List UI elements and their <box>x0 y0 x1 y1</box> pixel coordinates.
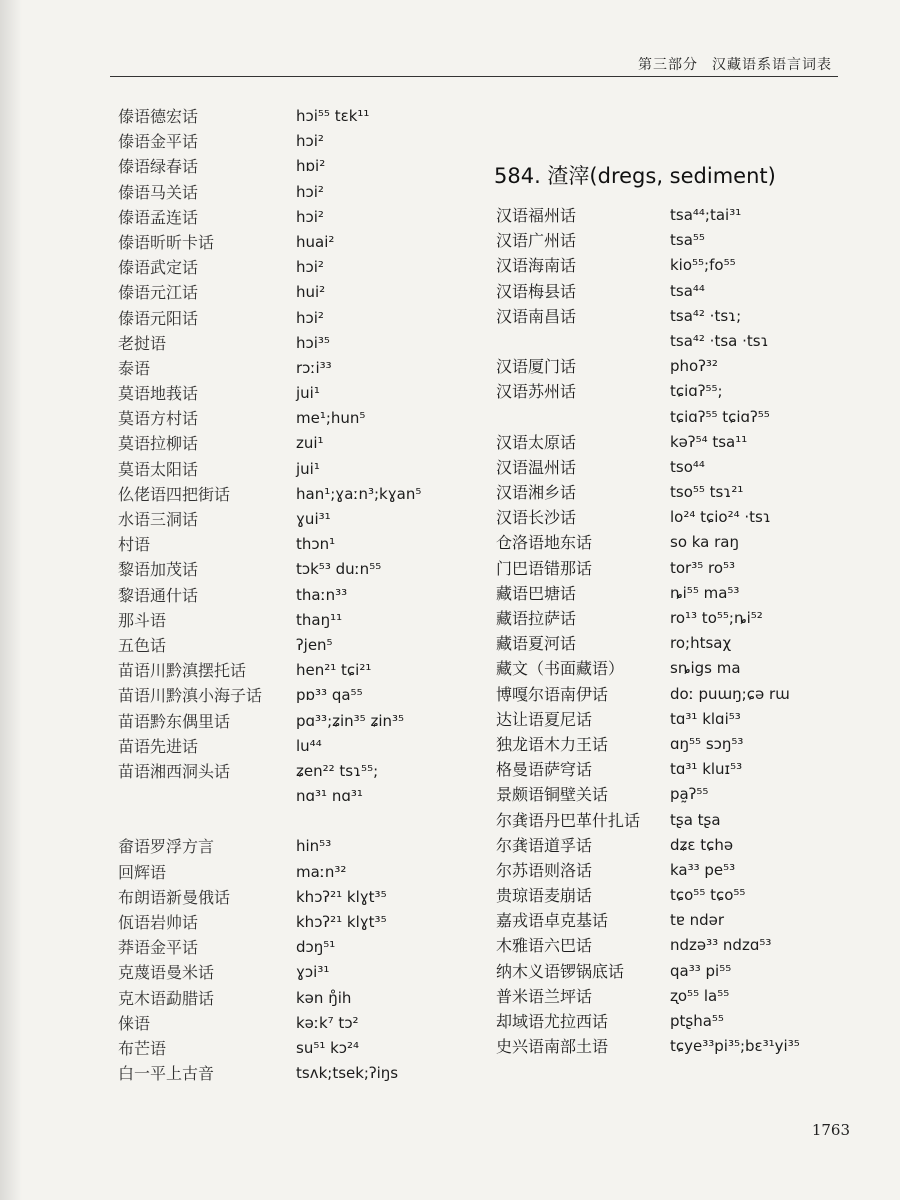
header-title: 汉藏语系语言词表 <box>712 57 832 73</box>
language-name: 木雅语六巴话 <box>496 936 593 956</box>
phonetic-form: kəʔ⁵⁴ tsa¹¹ <box>670 432 748 451</box>
language-name: 布芒语 <box>118 1038 167 1058</box>
phonetic-form: pɑ³³;ʑin³⁵ ʑin³⁵ <box>296 711 405 730</box>
language-name: 佤语岩帅话 <box>118 913 199 932</box>
phonetic-form: jui¹ <box>296 384 320 403</box>
language-name: 畲语罗浮方言 <box>118 837 215 857</box>
language-name: 门巴语错那话 <box>496 558 593 578</box>
phonetic-form: qa³³ pi⁵⁵ <box>670 961 732 980</box>
phonetic-form: tsa⁴² ·tsɿ; <box>670 306 742 325</box>
language-name: 汉语湘乡话 <box>496 483 577 503</box>
phonetic-form: ɑŋ⁵⁵ sɔŋ⁵³ <box>670 734 744 753</box>
phonetic-form: hɔi² <box>296 132 324 151</box>
language-name: 汉语梅县话 <box>496 281 577 301</box>
language-name: 藏语巴塘话 <box>496 583 577 603</box>
language-name: 莽语金平话 <box>118 938 199 958</box>
phonetic-form: tɕo⁵⁵ tɕo⁵⁵ <box>670 886 746 905</box>
phonetic-form: ʔjen⁵ <box>296 635 333 654</box>
phonetic-form: dʑɛ tɕhə <box>670 835 734 854</box>
phonetic-form: jui¹ <box>296 459 320 478</box>
phonetic-form: doː puɯŋ;ɕə rɯ <box>670 684 790 703</box>
header-rule <box>110 76 838 77</box>
language-name: 汉语温州话 <box>496 457 577 477</box>
language-name: 尔龚语丹巴革什扎话 <box>496 810 641 830</box>
phonetic-form: tsa⁴² ·tsa ·tsɿ <box>670 331 769 350</box>
language-name: 傣语德宏话 <box>118 107 199 126</box>
language-name: 泰语 <box>118 358 151 378</box>
language-name: 黎语加茂话 <box>118 560 199 580</box>
page-edge-shadow <box>0 0 22 1200</box>
phonetic-form: tsʌk;tsek;ʔiŋs <box>296 1064 399 1083</box>
phonetic-form: tɕye³³pi³⁵;bɛ³¹yi³⁵ <box>670 1037 800 1056</box>
language-name: 克蔑语曼米话 <box>118 963 215 983</box>
phonetic-form: dɔŋ⁵¹ <box>296 938 336 957</box>
phonetic-form: tɑ³¹ kluɪ⁵³ <box>670 760 743 779</box>
phonetic-form: lo²⁴ tɕio²⁴ ·tsɿ <box>670 508 771 527</box>
phonetic-form: tso⁴⁴ <box>670 457 705 476</box>
language-name: 傣语武定话 <box>118 258 199 278</box>
section-title: 584. 渣滓(dregs, sediment) <box>494 164 776 188</box>
language-name: 汉语南昌话 <box>496 306 577 326</box>
phonetic-form: ro¹³ to⁵⁵;ȵi⁵² <box>670 609 763 627</box>
phonetic-form: ndzə³³ ndzɑ⁵³ <box>670 936 772 955</box>
language-name: 藏语夏河话 <box>496 634 577 654</box>
phonetic-form: tɑ³¹ klɑi⁵³ <box>670 709 741 728</box>
language-name: 那斗语 <box>118 610 167 630</box>
language-name: 独龙语木力王话 <box>496 734 609 754</box>
phonetic-form: so ka raŋ <box>670 533 740 552</box>
language-name: 村语 <box>118 535 151 555</box>
language-name: 傣语元阳话 <box>118 308 199 328</box>
phonetic-form: tɔk⁵³ duːn⁵⁵ <box>296 560 382 579</box>
language-name: 苗语先进话 <box>118 736 199 756</box>
language-name: 黎语通什话 <box>118 585 199 605</box>
language-name: 博嘎尔语南伊话 <box>496 684 609 704</box>
phonetic-form: me¹;hun⁵ <box>296 409 366 428</box>
phonetic-form: hɔi² <box>296 207 324 226</box>
language-name: 傣语金平话 <box>118 132 199 152</box>
language-name: 史兴语南部土语 <box>496 1037 609 1057</box>
phonetic-form: nɑ³¹ nɑ³¹ <box>296 787 363 806</box>
phonetic-form: hin⁵³ <box>296 837 332 856</box>
language-name: 藏语拉萨话 <box>496 609 577 628</box>
phonetic-form: tʂa tʂa <box>670 810 721 829</box>
language-name: 景颇语铜壁关话 <box>496 785 609 805</box>
language-name: 苗语川黔滇小海子话 <box>118 686 263 706</box>
phonetic-form: kio⁵⁵;fo⁵⁵ <box>670 256 736 275</box>
phonetic-form: pa̰ʔ⁵⁵ <box>670 785 709 804</box>
language-name: 莫语地莪话 <box>118 384 199 404</box>
phonetic-form: hɔi⁵⁵ tɛk¹¹ <box>296 107 370 125</box>
phonetic-form: kən ŋ̊ih <box>296 988 352 1007</box>
language-name: 汉语广州话 <box>496 231 577 251</box>
phonetic-form: tso⁵⁵ tsɿ²¹ <box>670 483 744 502</box>
language-name: 嘉戎语卓克基话 <box>496 911 609 931</box>
phonetic-form: tsa⁵⁵ <box>670 231 705 250</box>
phonetic-form: hɔi² <box>296 308 324 327</box>
running-header <box>638 54 832 74</box>
phonetic-form: ʑen²² tsɿ⁵⁵; <box>296 761 379 780</box>
phonetic-form: sȵigs ma <box>670 659 741 678</box>
phonetic-form: thɔn¹ <box>296 535 336 554</box>
language-name: 傣语昕昕卡话 <box>118 232 215 252</box>
phonetic-form: ȵi⁵⁵ ma⁵³ <box>670 583 740 602</box>
language-name: 傣语孟连话 <box>118 207 199 227</box>
language-name: 俫语 <box>118 1013 151 1033</box>
phonetic-form: tsa⁴⁴ <box>670 281 705 300</box>
phonetic-form: maːn³² <box>296 862 347 881</box>
language-name: 白一平上古音 <box>118 1064 215 1084</box>
language-name: 布朗语新曼俄话 <box>118 887 231 907</box>
phonetic-form: ptʂha⁵⁵ <box>670 1012 724 1030</box>
phonetic-form: ɣui³¹ <box>296 510 331 528</box>
language-name: 傣语马关话 <box>118 182 199 202</box>
language-name: 汉语长沙话 <box>496 508 577 528</box>
phonetic-form: rɔːi³³ <box>296 358 332 377</box>
language-name: 普米语兰坪话 <box>496 986 593 1006</box>
phonetic-form: tɐ ndər <box>670 911 725 930</box>
phonetic-form: tsa⁴⁴;tai³¹ <box>670 206 742 224</box>
phonetic-form: ka³³ pe⁵³ <box>670 860 736 879</box>
phonetic-form: hɔi³⁵ <box>296 333 330 352</box>
language-name: 老挝语 <box>118 333 167 353</box>
language-name: 格曼语萨穹话 <box>496 760 593 780</box>
language-name: 回辉语 <box>118 862 167 882</box>
phonetic-form: hen²¹ tɕi²¹ <box>296 661 372 680</box>
language-name: 莫语拉柳话 <box>118 434 199 454</box>
phonetic-form: tɕiɑʔ⁵⁵ tɕiɑʔ⁵⁵ <box>670 407 770 426</box>
phonetic-form: khɔʔ²¹ klɣt³⁵ <box>296 913 387 931</box>
language-name: 苗语湘西洞头话 <box>118 761 231 781</box>
language-name: 尔苏语则洛话 <box>496 860 593 880</box>
language-name: 仫佬语四把街话 <box>118 484 231 504</box>
language-name: 莫语太阳话 <box>118 459 199 479</box>
phonetic-form: pɒ³³ qa⁵⁵ <box>296 686 363 705</box>
phonetic-form: kəːk⁷ tɔ² <box>296 1013 359 1032</box>
language-name: 却域语尤拉西话 <box>496 1012 609 1031</box>
phonetic-form: han¹;ɣaːn³;kɣan⁵ <box>296 484 422 503</box>
language-name: 尔龚语道孚话 <box>496 835 593 855</box>
phonetic-form: khɔʔ²¹ klɣt³⁵ <box>296 887 387 906</box>
language-name: 纳木义语锣锅底话 <box>496 961 625 981</box>
phonetic-form: hui² <box>296 283 326 302</box>
phonetic-form: phoʔ³² <box>670 357 718 376</box>
phonetic-form: thaŋ¹¹ <box>296 610 343 629</box>
language-name: 汉语苏州话 <box>496 382 577 402</box>
language-name: 藏文（书面藏语） <box>496 659 625 679</box>
phonetic-form: tor³⁵ ro⁵³ <box>670 558 736 577</box>
header-part: 第三部分 <box>638 57 698 73</box>
phonetic-form: thaːn³³ <box>296 585 348 604</box>
language-name: 汉语厦门话 <box>496 357 577 377</box>
language-name: 莫语方村话 <box>118 409 199 429</box>
language-name: 苗语川黔滇摆托话 <box>118 661 247 681</box>
phonetic-form: tɕiɑʔ⁵⁵; <box>670 382 723 401</box>
phonetic-form: ɣɔi³¹ <box>296 963 330 982</box>
phonetic-form: su⁵¹ kɔ²⁴ <box>296 1038 360 1057</box>
language-name: 水语三洞话 <box>118 510 199 529</box>
language-name: 达让语夏尼话 <box>496 709 593 729</box>
phonetic-form: hɔi² <box>296 182 324 201</box>
phonetic-form: zui¹ <box>296 434 324 453</box>
phonetic-form: ro;htsaχ <box>670 634 732 653</box>
language-name: 傣语绿春话 <box>118 157 199 177</box>
phonetic-form: ʐo⁵⁵ la⁵⁵ <box>670 986 730 1005</box>
phonetic-form: lu⁴⁴ <box>296 736 322 755</box>
language-name: 傣语元江话 <box>118 283 199 303</box>
language-name: 仓洛语地东话 <box>496 533 593 553</box>
language-name: 苗语黔东偶里话 <box>118 711 231 731</box>
language-name: 汉语海南话 <box>496 256 577 276</box>
page-number: 1763 <box>811 1121 850 1139</box>
language-name: 克木语勐腊话 <box>118 988 215 1008</box>
language-name: 贵琼语麦崩话 <box>496 886 593 906</box>
language-name: 汉语福州话 <box>496 206 577 225</box>
phonetic-form: hɒi² <box>296 157 326 176</box>
phonetic-form: hɔi² <box>296 258 324 277</box>
phonetic-form: huai² <box>296 232 335 251</box>
language-name: 五色话 <box>118 635 167 655</box>
language-name: 汉语太原话 <box>496 432 577 452</box>
